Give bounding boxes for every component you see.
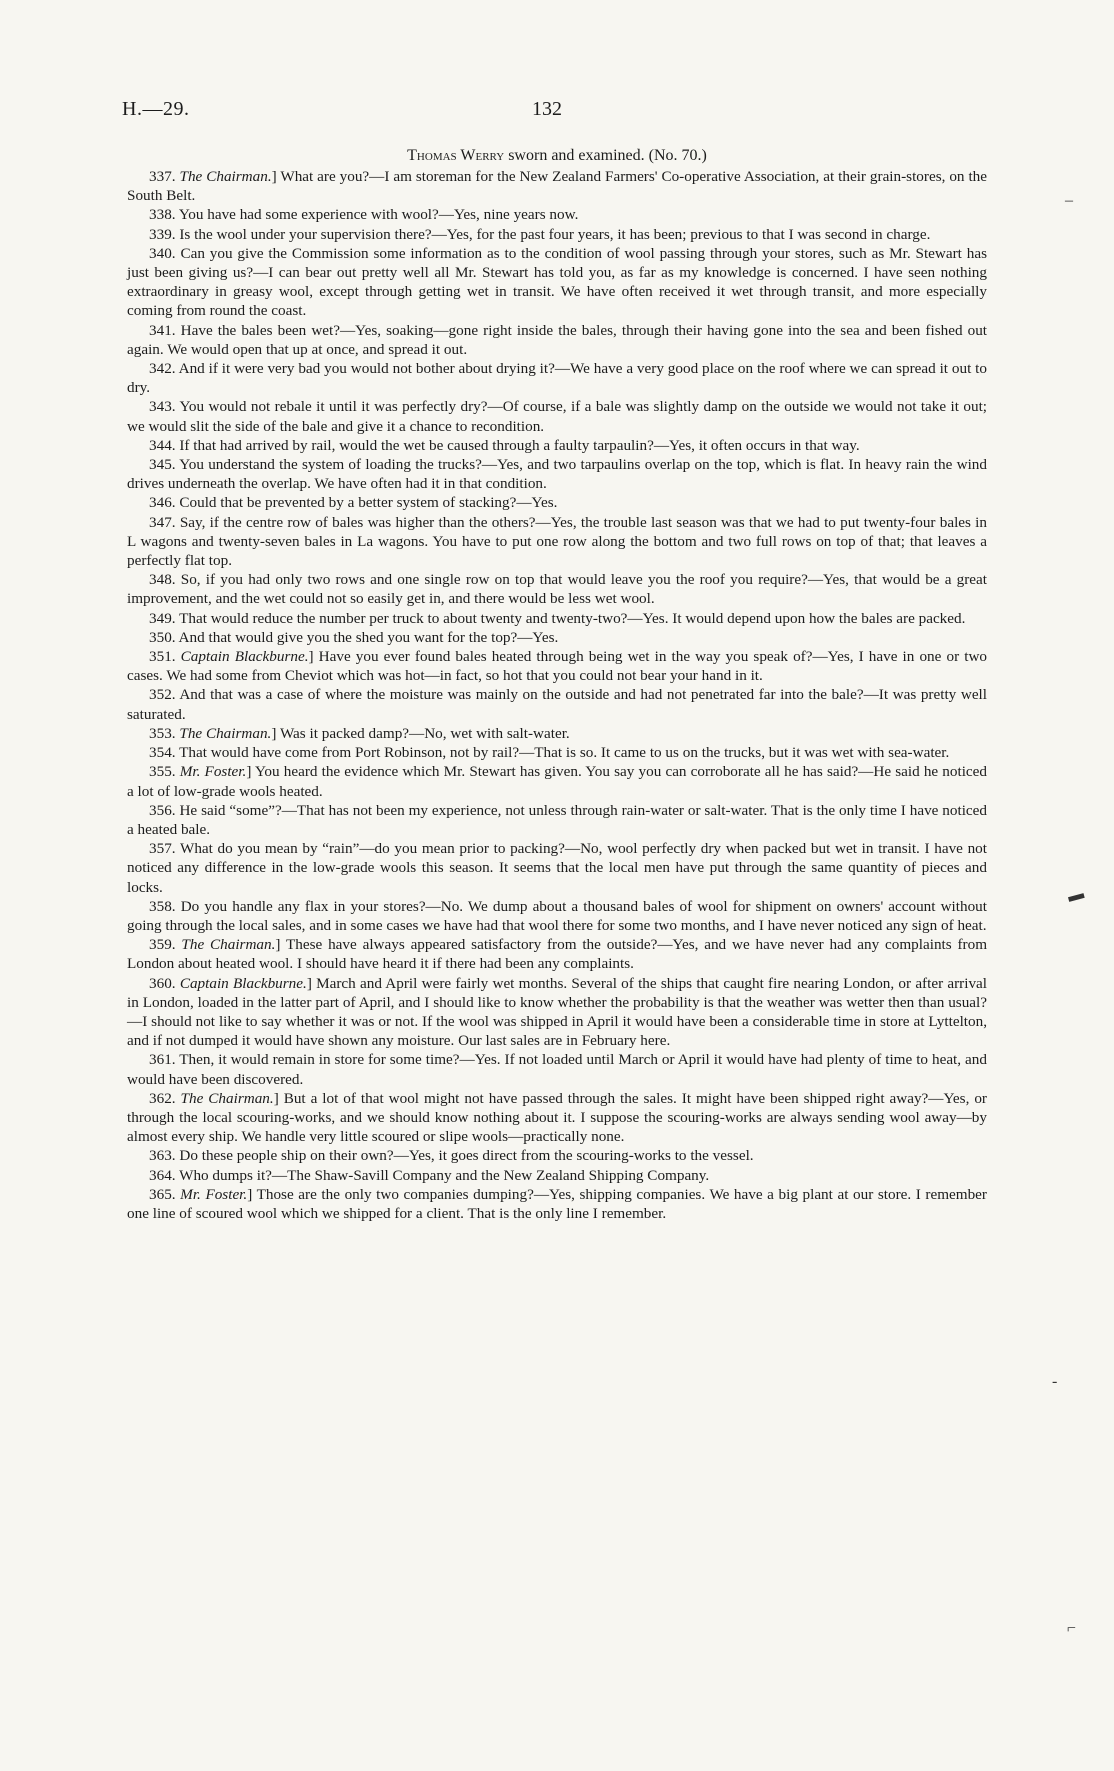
question-answer-text: Can you give the Commission some information as to the condition of wool passing through your stores, such as Mr. Stewart has just been giving us?—I can bear out pretty well all Mr. Stewart has told you, as far as my knowledge is concerned. I have seen nothing extraordinary in greasy wool, except through getting wet in transit. We have often received it wet through transit, and more especially coming from round the coast. xyxy=(127,244,988,320)
testimony-paragraph xyxy=(127,513,987,571)
testimony-paragraph xyxy=(127,762,987,800)
testimony-paragraph xyxy=(127,1050,987,1088)
question-answer-text: Have the bales been wet?—Yes, soaking—gone right inside the bales, through their having gone into the sea and been fished out again. We would open that up at once, and spread it out. xyxy=(127,321,988,358)
testimony-paragraph xyxy=(127,609,987,628)
testimony-paragraph xyxy=(127,1089,987,1147)
question-number: 344. xyxy=(149,436,176,454)
question-answer-text: Then, it would remain in store for some time?—Yes. If not loaded until March or April it would have had plenty of time to heat, and would have been discovered. xyxy=(127,1051,987,1088)
question-number: 340. xyxy=(149,244,176,262)
question-answer-text: ] Was it packed damp?—No, wet with salt-water. xyxy=(271,724,570,742)
question-answer-text: ] These have always appeared satisfactory from the outside?—Yes, and we have never had any complaints from London about heated wool. I should have heard it if there had been any complaints. xyxy=(127,936,988,973)
question-number: 352. xyxy=(149,686,176,704)
question-answer-text: ] What are you?—I am storeman for the New Zealand Farmers' Co-operative Association, at their grain-stores, on the South Belt. xyxy=(127,168,988,205)
testimony-paragraph xyxy=(127,839,987,897)
margin-mark: - xyxy=(1052,1373,1058,1390)
question-number: 342. xyxy=(149,360,176,378)
question-number: 361. xyxy=(149,1051,176,1069)
question-answer-text: That would reduce the number per truck to about twenty and twenty-two?—Yes. It would depend upon how the bales are packed. xyxy=(179,609,966,627)
question-answer-text: That would have come from Port Robinson, not by rail?—That is so. It came to us on the trucks, but it was wet with sea-water. xyxy=(179,744,950,762)
question-answer-text: You have had some experience with wool?—Yes, nine years now. xyxy=(178,206,579,224)
margin-mark: – xyxy=(1065,192,1073,209)
question-answer-text: Say, if the centre row of bales was higher than the others?—Yes, the trouble last season was that we had to put twenty-four bales in L wagons and twenty-seven bales in La wagons. You have to put one row along the bottom and two full rows on top of that; that leaves a perfectly flat top. xyxy=(127,513,987,570)
question-number: 345. xyxy=(149,456,176,474)
speaker-name: Mr. Foster. xyxy=(180,1185,248,1203)
testimony-paragraph xyxy=(127,685,987,723)
page-number: 132 xyxy=(532,98,562,120)
testimony-paragraph xyxy=(127,1185,987,1223)
testimony-paragraph xyxy=(127,974,987,1051)
question-number: 351. xyxy=(149,648,176,666)
question-answer-text: You understand the system of loading the trucks?—Yes, and two tarpaulins overlap on the top, which is flat. In heavy rain the wind drives underneath the overlap. We have often had it in that condition. xyxy=(127,456,987,493)
witness-heading-rest: sworn and examined. (No. 70.) xyxy=(504,147,707,164)
testimony-paragraph xyxy=(127,321,987,359)
testimony-body xyxy=(127,167,987,1223)
question-number: 358. xyxy=(149,897,176,915)
question-number: 356. xyxy=(149,801,176,819)
question-number: 362. xyxy=(149,1089,176,1107)
document-reference: H.—29. xyxy=(122,98,190,120)
question-number: 357. xyxy=(149,840,176,858)
testimony-paragraph xyxy=(127,935,987,973)
question-number: 337. xyxy=(149,168,176,185)
testimony-paragraph xyxy=(127,244,987,321)
testimony-paragraph xyxy=(127,455,987,493)
question-number: 355. xyxy=(149,763,176,781)
question-number: 347. xyxy=(149,513,176,531)
speaker-name: Captain Blackburne. xyxy=(179,974,307,992)
question-number: 364. xyxy=(149,1166,176,1184)
question-number: 360. xyxy=(149,974,176,992)
question-answer-text: And that was a case of where the moisture was mainly on the outside and had not penetrated far into the bale?—It was pretty well saturated. xyxy=(127,686,988,723)
margin-mark: ⌐ xyxy=(1067,1620,1077,1637)
witness-name: Thomas Werry xyxy=(407,147,505,164)
question-number: 338. xyxy=(149,206,176,224)
speaker-name: Captain Blackburne. xyxy=(180,648,309,666)
question-answer-text: Do you handle any flax in your stores?—No. We dump about a thousand bales of wool for shipment on owners' account without going through the local sales, and in some cases we have had that wool there for some two months, and I have never noticed any sign of heat. xyxy=(127,897,987,934)
question-answer-text: Who dumps it?—The Shaw-Savill Company and the New Zealand Shipping Company. xyxy=(179,1166,710,1184)
testimony-paragraph xyxy=(127,167,987,205)
question-number: 349. xyxy=(149,609,176,627)
question-number: 354. xyxy=(149,744,176,762)
question-answer-text: ] You heard the evidence which Mr. Stewart has given. You say you can corroborate all he has said?—He said he noticed a lot of low-grade wools heated. xyxy=(127,763,988,800)
testimony-paragraph xyxy=(127,801,987,839)
question-number: 339. xyxy=(149,225,176,243)
testimony-paragraph xyxy=(127,397,987,435)
question-number: 350. xyxy=(149,628,176,646)
question-number: 363. xyxy=(149,1147,176,1165)
question-answer-text: You would not rebale it until it was perfectly dry?—Of course, if a bale was slightly damp on the outside we would not take it out; we would slit the side of the bale and give it a chance to recondition. xyxy=(127,398,988,435)
question-number: 343. xyxy=(149,398,176,416)
margin-mark: ▬ xyxy=(1065,885,1086,906)
question-number: 341. xyxy=(149,321,176,339)
testimony-paragraph xyxy=(127,628,987,647)
testimony-paragraph xyxy=(127,225,987,244)
testimony-paragraph xyxy=(127,897,987,935)
question-answer-text: ] March and April were fairly wet months. Several of the ships that caught fire nearing London, or after arrival in London, loaded in the latter part of April, and I should like to know whether the probability is that the weather was wetter then than usual?—I should not like to say whether it was or not. If the wool was shipped in April it would have been a considerable time in store at Lyttelton, and if not dumped it would have shown any moisture. Our last sales are in February here. xyxy=(127,974,987,1050)
testimony-paragraph xyxy=(127,1166,987,1185)
question-answer-text: ] Those are the only two companies dumping?—Yes, shipping companies. We have a big plant at our store. I remember one line of scoured wool which we shipped for a client. That is the only line I remember. xyxy=(127,1185,987,1222)
question-number: 365. xyxy=(149,1185,176,1203)
question-answer-text: ] Have you ever found bales heated through being wet in the way you speak of?—Yes, I have in one or two cases. We had some from Cheviot which was hot—in fact, so hot that you could not bear your hand in it. xyxy=(127,648,988,685)
testimony-paragraph xyxy=(127,493,987,512)
question-answer-text: If that had arrived by rail, would the wet be caused through a faulty tarpaulin?—Yes, it often occurs in that way. xyxy=(179,436,860,454)
speaker-name: The Chairman. xyxy=(179,724,272,742)
question-answer-text: And that would give you the shed you want for the top?—Yes. xyxy=(178,628,559,646)
question-answer-text: Do these people ship on their own?—Yes, it goes direct from the scouring-works to the vessel. xyxy=(179,1147,754,1165)
testimony-paragraph xyxy=(127,205,987,224)
speaker-name: The Chairman. xyxy=(181,936,276,954)
testimony-paragraph xyxy=(127,743,987,762)
question-number: 348. xyxy=(149,571,176,589)
question-answer-text: So, if you had only two rows and one single row on top that would leave you the roof you require?—Yes, that would be a great improvement, and the wet could not so easily get in, and there would be less wet wool. xyxy=(127,571,987,608)
speaker-name: The Chairman. xyxy=(179,168,272,185)
testimony-paragraph xyxy=(127,724,987,743)
testimony-paragraph xyxy=(127,436,987,455)
question-answer-text: ] But a lot of that wool might not have passed through the sales. It might have been shipped right away?—Yes, or through the local scouring-works, and we should know nothing about it. I suppose the scouring-works are always sending wool away—by almost every ship. We handle very little scoured or slipe wools—practically none. xyxy=(127,1089,987,1146)
page-header xyxy=(122,98,992,128)
question-answer-text: Is the wool under your supervision there?—Yes, for the past four years, it has been; previous to that I was second in charge. xyxy=(179,225,931,243)
testimony-paragraph xyxy=(127,570,987,608)
testimony-paragraph xyxy=(127,1146,987,1165)
testimony-paragraph xyxy=(127,647,987,685)
question-number: 346. xyxy=(149,494,176,512)
question-answer-text: And if it were very bad you would not bother about drying it?—We have a very good place on the roof where we can spread it out to dry. xyxy=(127,360,987,397)
question-answer-text: Could that be prevented by a better system of stacking?—Yes. xyxy=(179,494,558,512)
speaker-name: Mr. Foster. xyxy=(179,763,247,781)
question-number: 359. xyxy=(149,936,176,954)
question-number: 353. xyxy=(149,724,176,742)
witness-heading xyxy=(0,147,1114,165)
speaker-name: The Chairman. xyxy=(180,1089,274,1107)
question-answer-text: He said “some”?—That has not been my experience, not unless through rain-water or salt-water. That is the only time I have noticed a heated bale. xyxy=(127,801,987,838)
question-answer-text: What do you mean by “rain”—do you mean prior to packing?—No, wool perfectly dry when packed but wet in transit. I have not noticed any difference in the low-grade wools this season. It seems that the local men have put through the same quantity of pieces and locks. xyxy=(127,840,987,896)
testimony-paragraph xyxy=(127,359,987,397)
